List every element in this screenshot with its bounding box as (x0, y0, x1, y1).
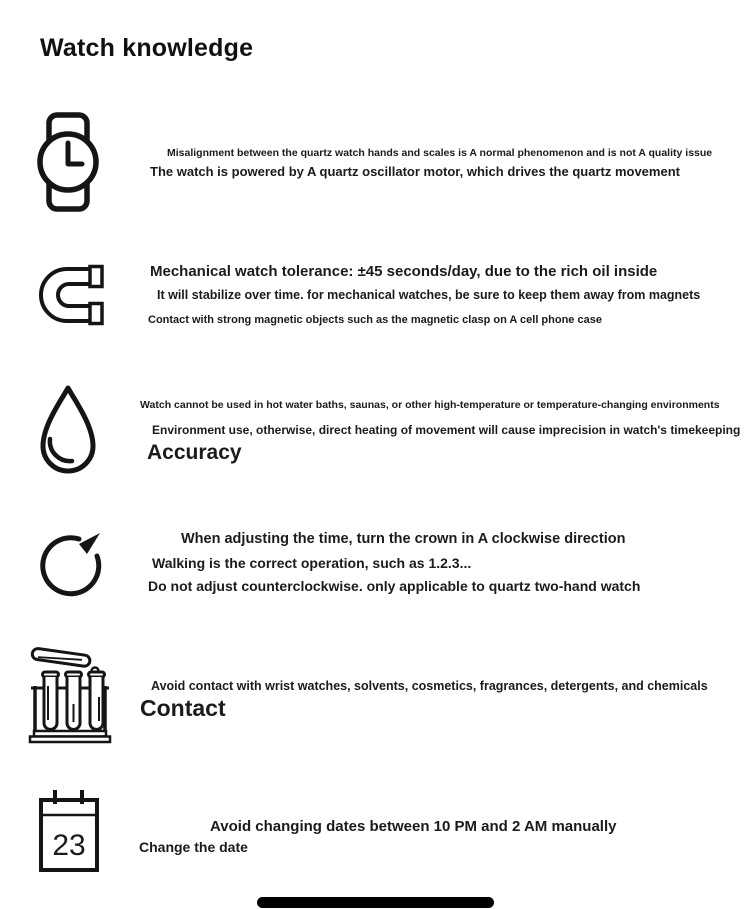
contact-heading: Contact (140, 695, 226, 721)
walking-operation-text: Walking is the correct operation, such as 1.2.3... (152, 555, 472, 571)
hot-water-text: Watch cannot be used in hot water baths, saunas, or other high-temperature or temperature-changing environments (140, 399, 720, 411)
counterclockwise-text: Do not adjust counterclockwise. only applicable to quartz two-hand watch (148, 578, 641, 594)
quartz-movement-text: The watch is powered by A quartz oscillator motor, which drives the quartz movement (150, 164, 680, 179)
droplet-icon (36, 383, 100, 479)
avoid-date-change-text: Avoid changing dates between 10 PM and 2 AM manually (210, 818, 617, 835)
calendar-icon (35, 788, 103, 874)
magnet-icon (35, 264, 105, 329)
accuracy-heading: Accuracy (147, 441, 242, 464)
watch-icon (36, 112, 100, 212)
stabilize-text: It will stabilize over time. for mechanical watches, be sure to keep them away from magnets (157, 288, 701, 302)
test-tubes-icon (28, 642, 112, 744)
rotate-clockwise-icon (38, 523, 106, 603)
environment-text: Environment use, otherwise, direct heating of movement will cause imprecision in watch's timekeeping (152, 423, 741, 437)
magnetic-contact-text: Contact with strong magnetic objects such as the magnetic clasp on A cell phone case (148, 314, 602, 326)
home-indicator-bar (257, 897, 494, 908)
tolerance-text: Mechanical watch tolerance: ±45 seconds/day, due to the rich oil inside (150, 263, 658, 280)
quartz-misalignment-text: Misalignment between the quartz watch hands and scales is A normal phenomenon and is not A quality issue (167, 147, 713, 159)
page-title: Watch knowledge (40, 34, 254, 62)
calendar-day: 23 (52, 829, 86, 862)
adjust-clockwise-text: When adjusting the time, turn the crown in A clockwise direction (181, 531, 626, 547)
change-date-heading: Change the date (139, 839, 248, 855)
avoid-chemicals-text: Avoid contact with wrist watches, solvents, cosmetics, fragrances, detergents, and chemicals (151, 679, 708, 693)
